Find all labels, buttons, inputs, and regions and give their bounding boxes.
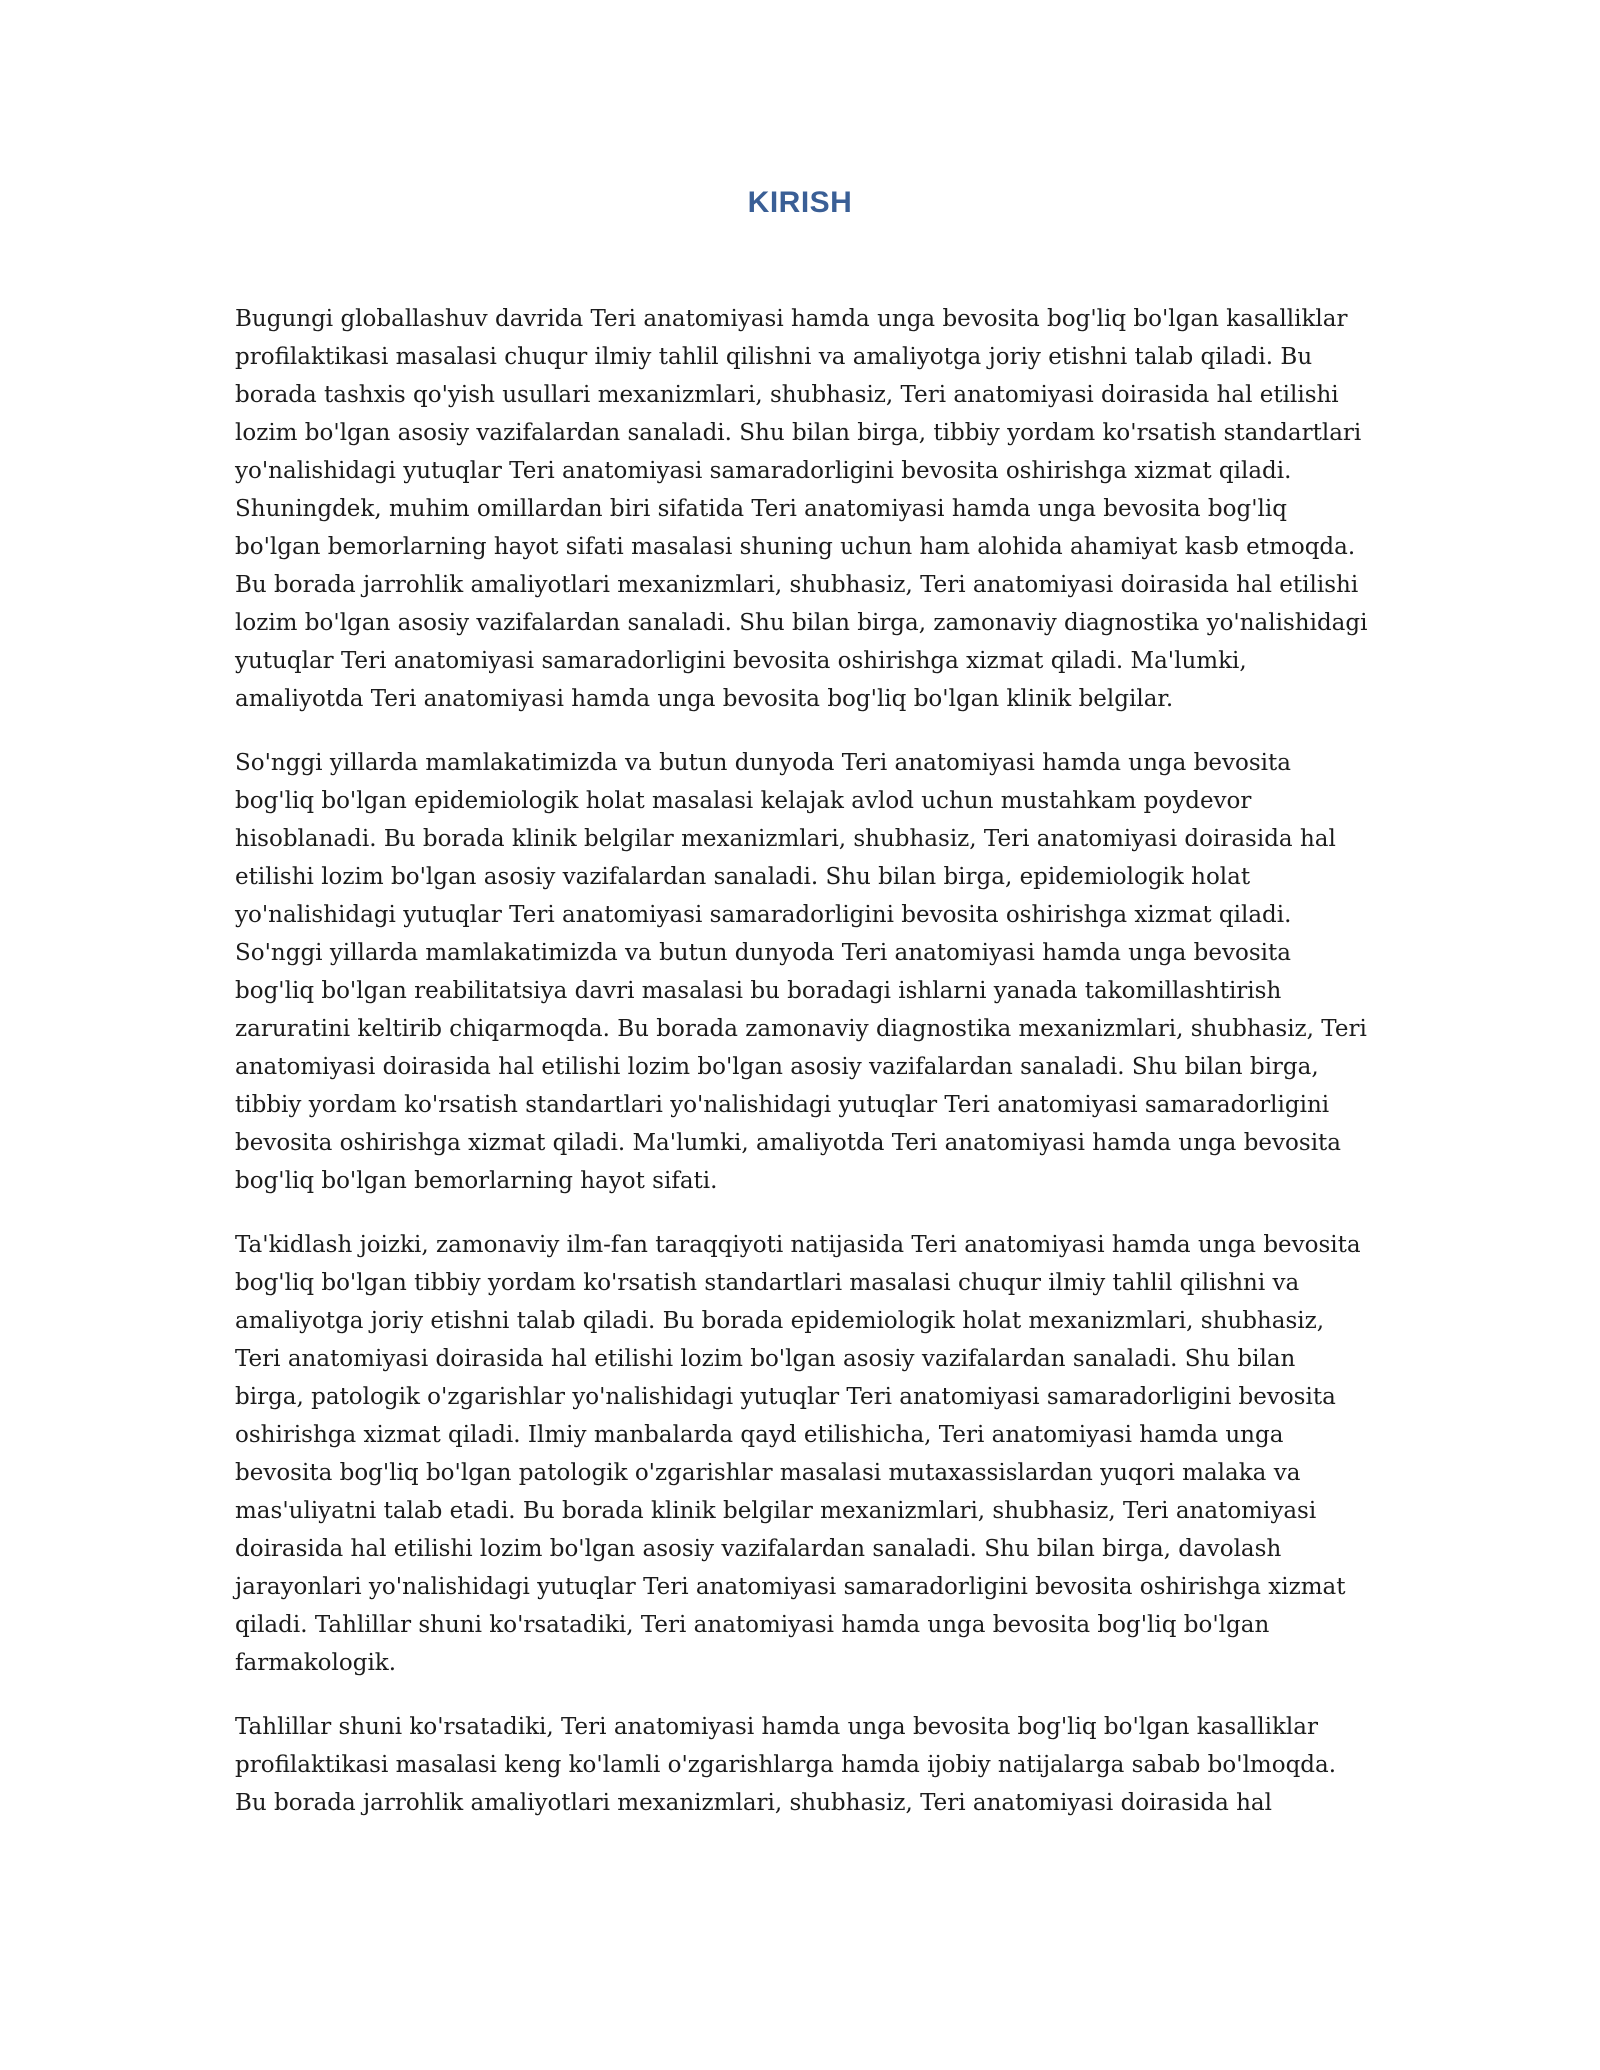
- section-heading: KIRISH: [747, 186, 853, 219]
- body-text: [235, 300, 1370, 1848]
- paragraph: Tahlillar shuni ko'rsatadiki, Teri anatomiyasi hamda unga bevosita bog'liq bo'lgan kasalliklar profilaktikasi masalasi keng ko'lamli o'zgarishlarga hamda ijobiy natijalarga sabab bo'lmoqda. Bu borada jarrohlik amaliyotlari mexanizmlari, shubhasiz, Teri anatomiyasi doirasida hal: [235, 1714, 1337, 1816]
- paragraph: Ta'kidlash joizki, zamonaviy ilm-fan taraqqiyoti natijasida Teri anatomiyasi hamda unga bevosita bog'liq bo'lgan tibbiy yordam ko'rsatish standartlari masalasi chuqur ilmiy tahlil qilishni va amaliyotga joriy etishni talab qiladi. Bu borada epidemiologik holat mexanizmlari, shubhasiz, Teri anatomiyasi doirasida hal etilishi lozim bo'lgan asosiy vazifalardan sanaladi. Shu bilan birga, patologik o'zgarishlar yo'nalishidagi yutuqlar Teri anatomiyasi samaradorligini bevosita oshirishga xizmat qiladi. Ilmiy manbalarda qayd etilishicha, Teri anatomiyasi hamda unga bevosita bog'liq bo'lgan patologik o'zgarishlar masalasi mutaxassislardan yuqori malaka va mas'uliyatni talab etadi. Bu borada klinik belgilar mexanizmlari, shubhasiz, Teri anatomiyasi doirasida hal etilishi lozim bo'lgan asosiy vazifalardan sanaladi. Shu bilan birga, davolash jarayonlari yo'nalishidagi yutuqlar Teri anatomiyasi samaradorligini bevosita oshirishga xizmat qiladi. Tahlillar shuni ko'rsatadiki, Teri anatomiyasi hamda unga bevosita bog'liq bo'lgan farmakologik.: [235, 1232, 1361, 1676]
- paragraph: Bugungi globallashuv davrida Teri anatomiyasi hamda unga bevosita bog'liq bo'lgan kasalliklar profilaktikasi masalasi chuqur ilmiy tahlil qilishni va amaliyotga joriy etishni talab qiladi. Bu borada tashxis qo'yish usullari mexanizmlari, shubhasiz, Teri anatomiyasi doirasida hal etilishi lozim bo'lgan asosiy vazifalardan sanaladi. Shu bilan birga, tibbiy yordam ko'rsatish standartlari yo'nalishidagi yutuqlar Teri anatomiyasi samaradorligini bevosita oshirishga xizmat qiladi. Shuningdek, muhim omillardan biri sifatida Teri anatomiyasi hamda unga bevosita bog'liq bo'lgan bemorlarning hayot sifati masalasi shuning uchun ham alohida ahamiyat kasb etmoqda. Bu borada jarrohlik amaliyotlari mexanizmlari, shubhasiz, Teri anatomiyasi doirasida hal etilishi lozim bo'lgan asosiy vazifalardan sanaladi. Shu bilan birga, zamonaviy diagnostika yo'nalishidagi yutuqlar Teri anatomiyasi samaradorligini bevosita oshirishga xizmat qiladi. Ma'lumki, amaliyotda Teri anatomiyasi hamda unga bevosita bog'liq bo'lgan klinik belgilar.: [235, 306, 1368, 712]
- paragraph: So'nggi yillarda mamlakatimizda va butun dunyoda Teri anatomiyasi hamda unga bevosita bog'liq bo'lgan epidemiologik holat masalasi kelajak avlod uchun mustahkam poydevor hisoblanadi. Bu borada klinik belgilar mexanizmlari, shubhasiz, Teri anatomiyasi doirasida hal etilishi lozim bo'lgan asosiy vazifalardan sanaladi. Shu bilan birga, epidemiologik holat yo'nalishidagi yutuqlar Teri anatomiyasi samaradorligini bevosita oshirishga xizmat qiladi. So'nggi yillarda mamlakatimizda va butun dunyoda Teri anatomiyasi hamda unga bevosita bog'liq bo'lgan reabilitatsiya davri masalasi bu boradagi ishlarni yanada takomillashtirish zaruratini keltirib chiqarmoqda. Bu borada zamonaviy diagnostika mexanizmlari, shubhasiz, Teri anatomiyasi doirasida hal etilishi lozim bo'lgan asosiy vazifalardan sanaladi. Shu bilan birga, tibbiy yordam ko'rsatish standartlari yo'nalishidagi yutuqlar Teri anatomiyasi samaradorligini bevosita oshirishga xizmat qiladi. Ma'lumki, amaliyotda Teri anatomiyasi hamda unga bevosita bog'liq bo'lgan bemorlarning hayot sifati.: [235, 750, 1367, 1194]
